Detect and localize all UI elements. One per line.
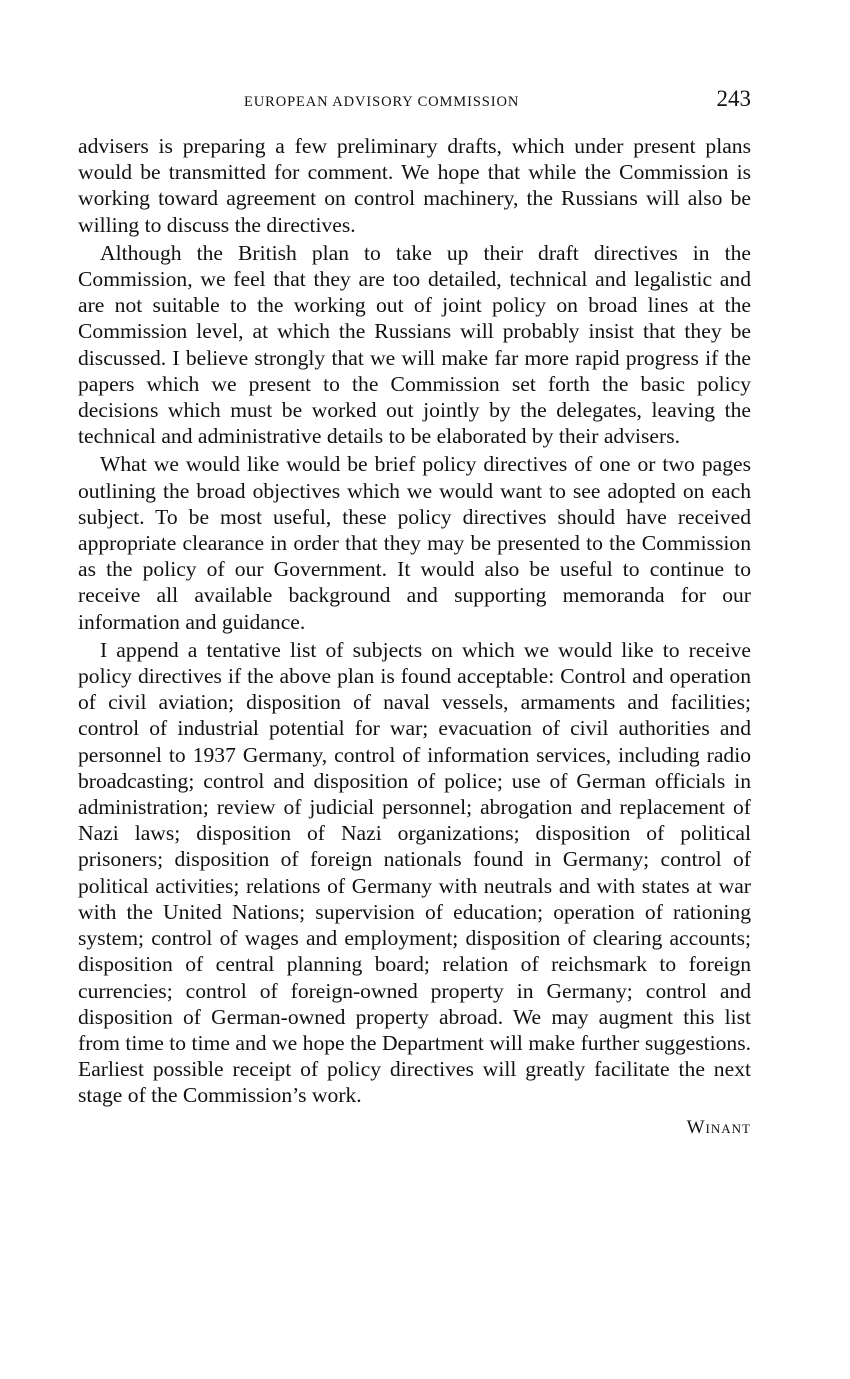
document-page <box>78 84 751 1139</box>
paragraph: What we would like would be brief policy directives of one or two pages outlining the broad objectives which we would want to see adopted on each subject. To be most useful, these policy directives should have received appropriate clearance in order that they may be presented to the Commission as the policy of our Government. It would also be useful to continue to receive all available background and supporting memoranda for our information and guidance. <box>78 452 751 634</box>
paragraph-continued: advisers is preparing a few preliminary drafts, which under present plans would be transmitted for comment. We hope that while the Commission is working toward agreement on control machinery, the Russians will also be willing to discuss the directives. <box>78 134 751 237</box>
page-number: 243 <box>716 86 751 111</box>
page-header <box>78 84 751 124</box>
paragraph: I append a tentative list of subjects on which we would like to receive policy directives if the above plan is found acceptable: Control and operation of civil aviation; disposition of naval vessels, armaments and facilities; control of industrial potential for war; evacuation of civil authorities and personnel to 1937 Germany, control of information services, including radio broadcasting; control and disposition of police; use of German officials in administration; review of judicial personnel; abrogation and replacement of Nazi laws; disposition of Nazi organizations; disposition of political prisoners; disposition of foreign nationals found in Germany; control of political activities; relations of Germany with neutrals and with states at war with the United Nations; supervision of education; operation of rationing system; control of wages and employment; disposition of clearing accounts; disposition of central planning board; relation of reichsmark to foreign currencies; control of foreign-owned property in Germany; control and disposition of German-owned property abroad. We may augment this list from time to time and we hope the Department will make further suggestions. Earliest possible receipt of policy directives will greatly facilitate the next stage of the Commission’s work. <box>78 637 751 1108</box>
paragraph: Although the British plan to take up their draft directives in the Commission, we feel that they are too detailed, technical and legalistic and are not suitable to the working out of joint policy on broad lines at the Commission level, at which the Russians will probably insist that they be discussed. I believe strongly that we will make far more rapid progress if the papers which we present to the Commission set forth the basic policy decisions which must be worked out jointly by the delegates, leaving the technical and administrative details to be elaborated by their advisers. <box>78 240 751 449</box>
signature: Winant <box>686 1116 751 1138</box>
running-head: EUROPEAN ADVISORY COMMISSION <box>244 94 520 110</box>
body-text <box>78 133 751 1109</box>
